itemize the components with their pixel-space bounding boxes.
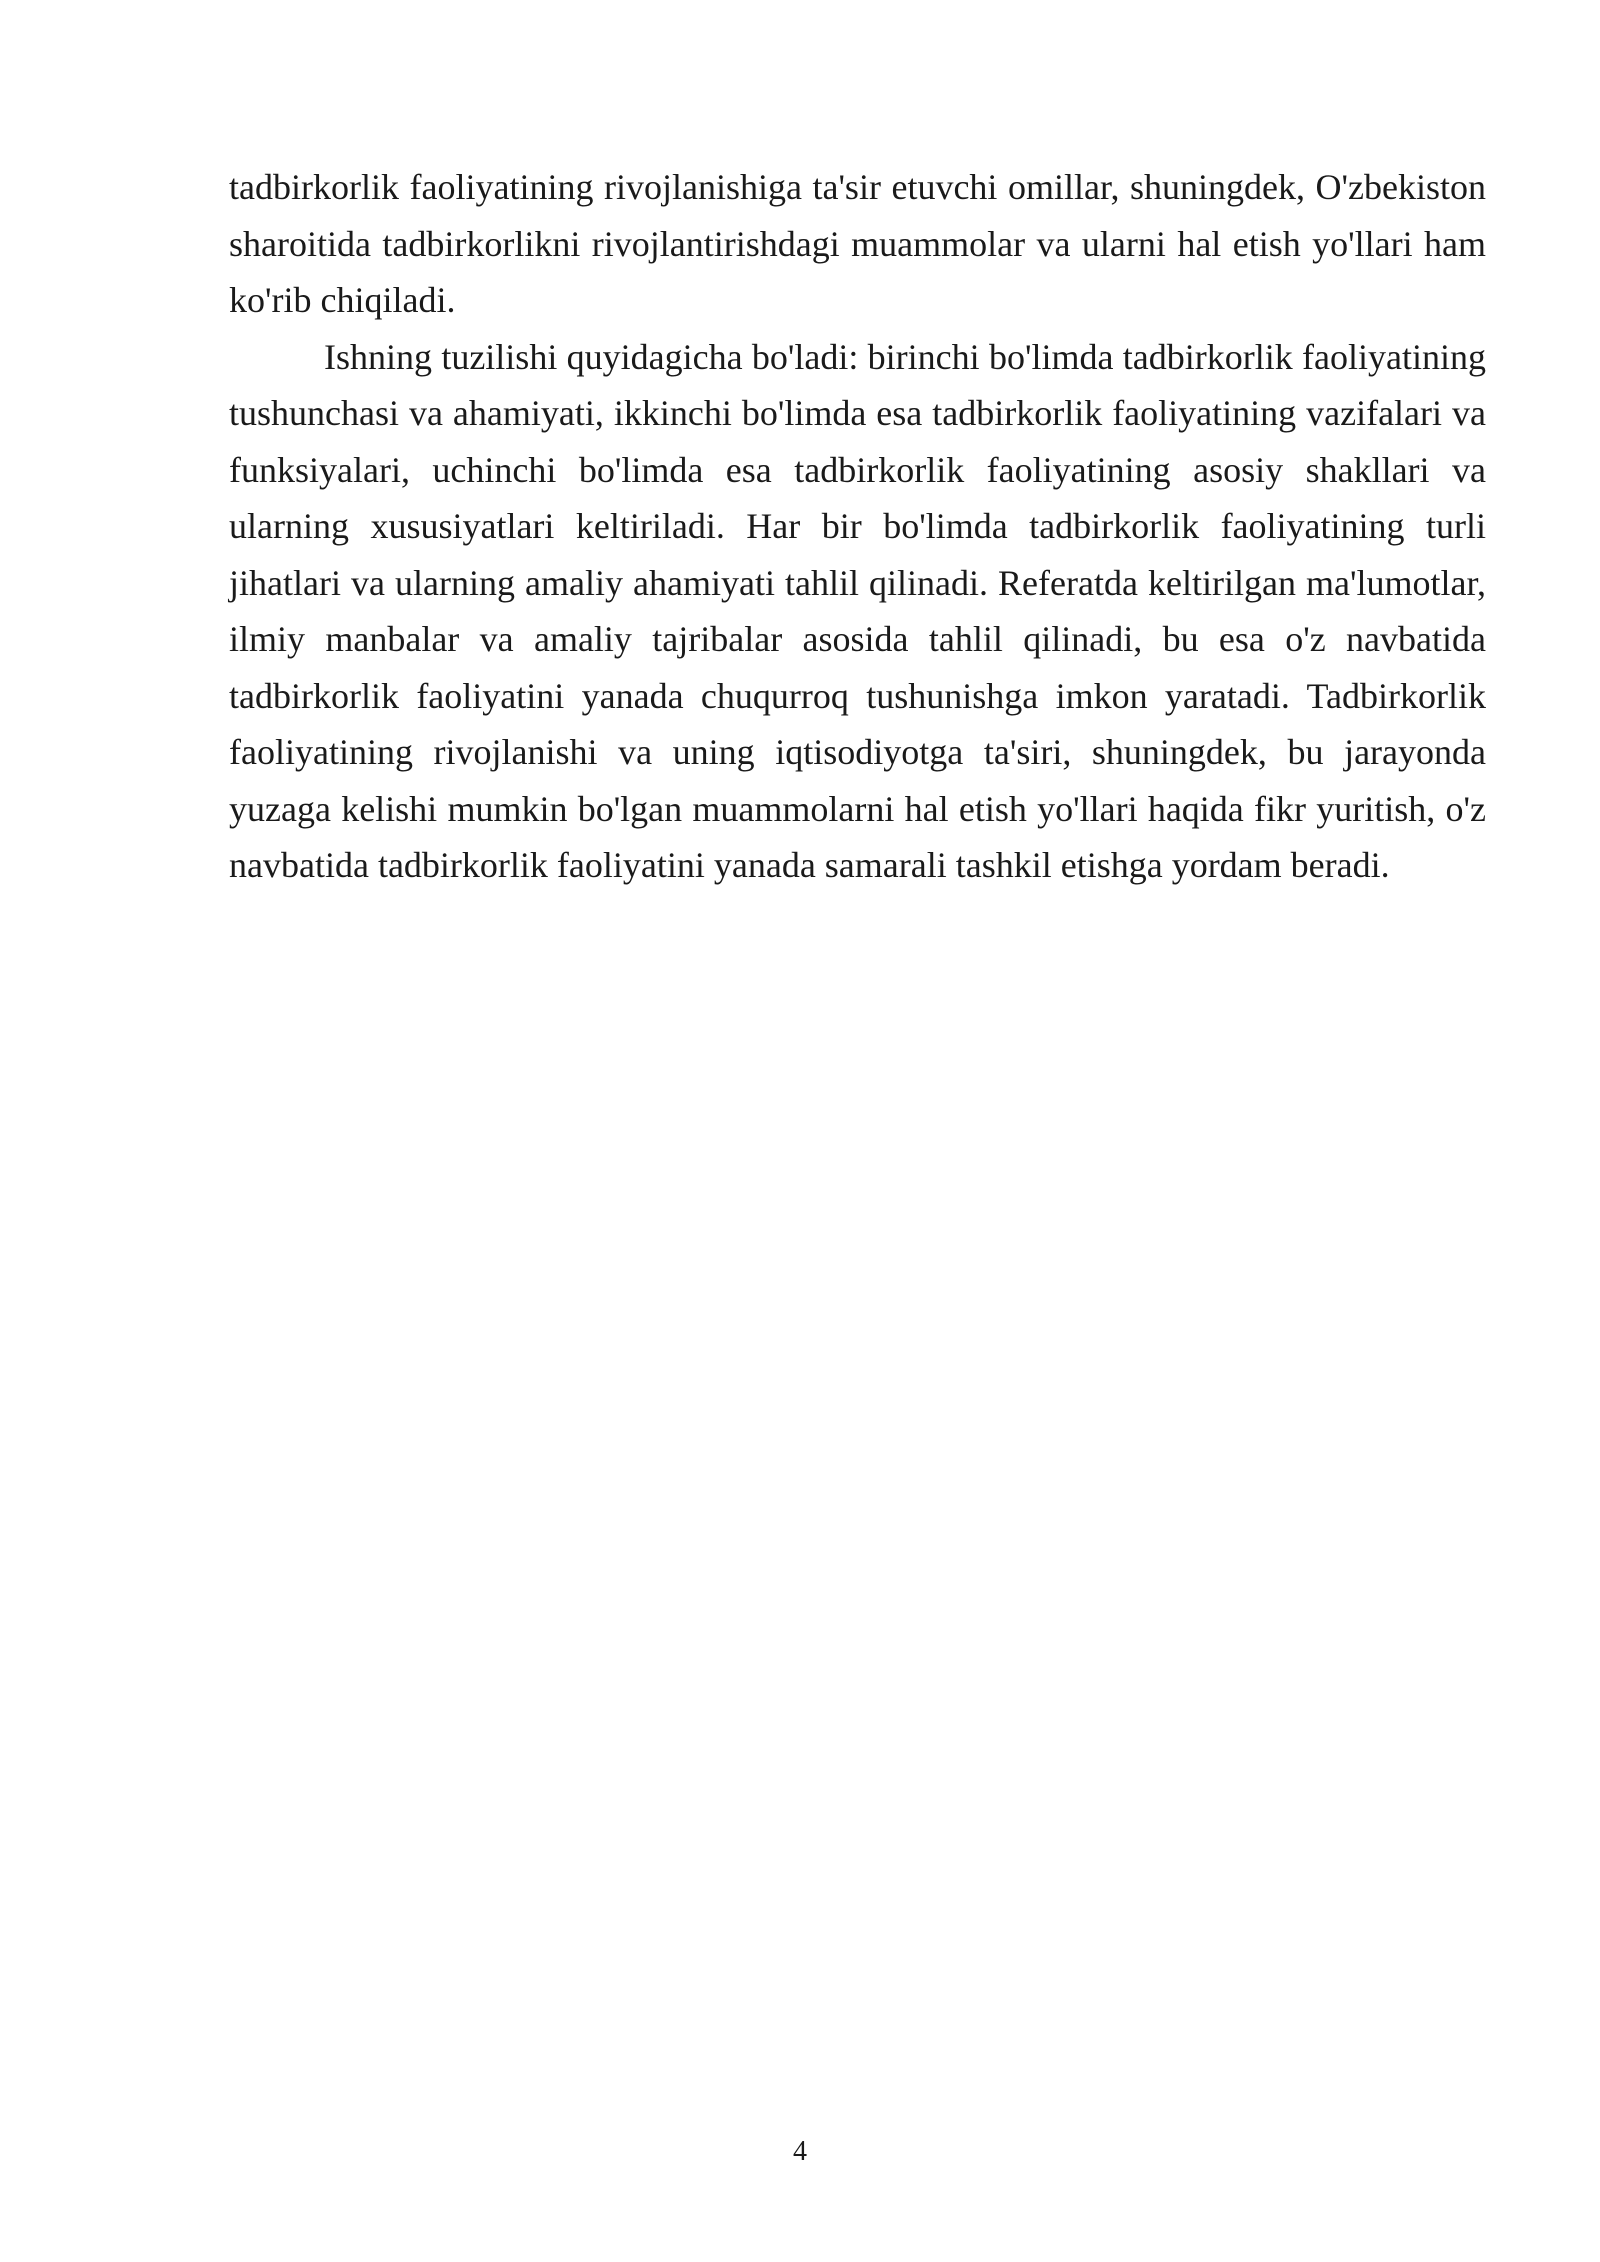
paragraph-continuation: tadbirkorlik faoliyatining rivojlanishiga ta'sir etuvchi omillar, shuningdek, O'zbekiston sharoitida tadbirkorlikni rivojlantirishdagi muammolar va ularni hal etish yo'llari ham ko'rib chiqiladi. (229, 167, 1486, 320)
paragraph-structure: Ishning tuzilishi quyidagicha bo'ladi: birinchi bo'limda tadbirkorlik faoliyatining tushunchasi va ahamiyati, ikkinchi bo'limda esa tadbirkorlik faoliyatining vazifalari va funksiyalari, uchinchi bo'limda esa tadbirkorlik faoliyatining asosiy shakllari va ularning xususiyatlari keltiriladi. Har bir bo'limda tadbirkorlik faoliyatining turli jihatlari va ularning amaliy ahamiyati tahlil qilinadi. Referatda keltirilgan ma'lumotlar, ilmiy manbalar va amaliy tajribalar asosida tahlil qilinadi, bu esa o'z navbatida tadbirkorlik faoliyatini yanada chuqurroq tushunishga imkon yaratadi. Tadbirkorlik faoliyatining rivojlanishi va uning iqtisodiyotga ta'siri, shuningdek, bu jarayonda yuzaga kelishi mumkin bo'lgan muammolarni hal etish yo'llari haqida fikr yuritish, o'z navbatida tadbirkorlik faoliyatini yanada samarali tashkil etishga yordam beradi. (229, 336, 1486, 885)
body-text (229, 159, 1486, 894)
page-number: 4 (793, 2136, 807, 2167)
